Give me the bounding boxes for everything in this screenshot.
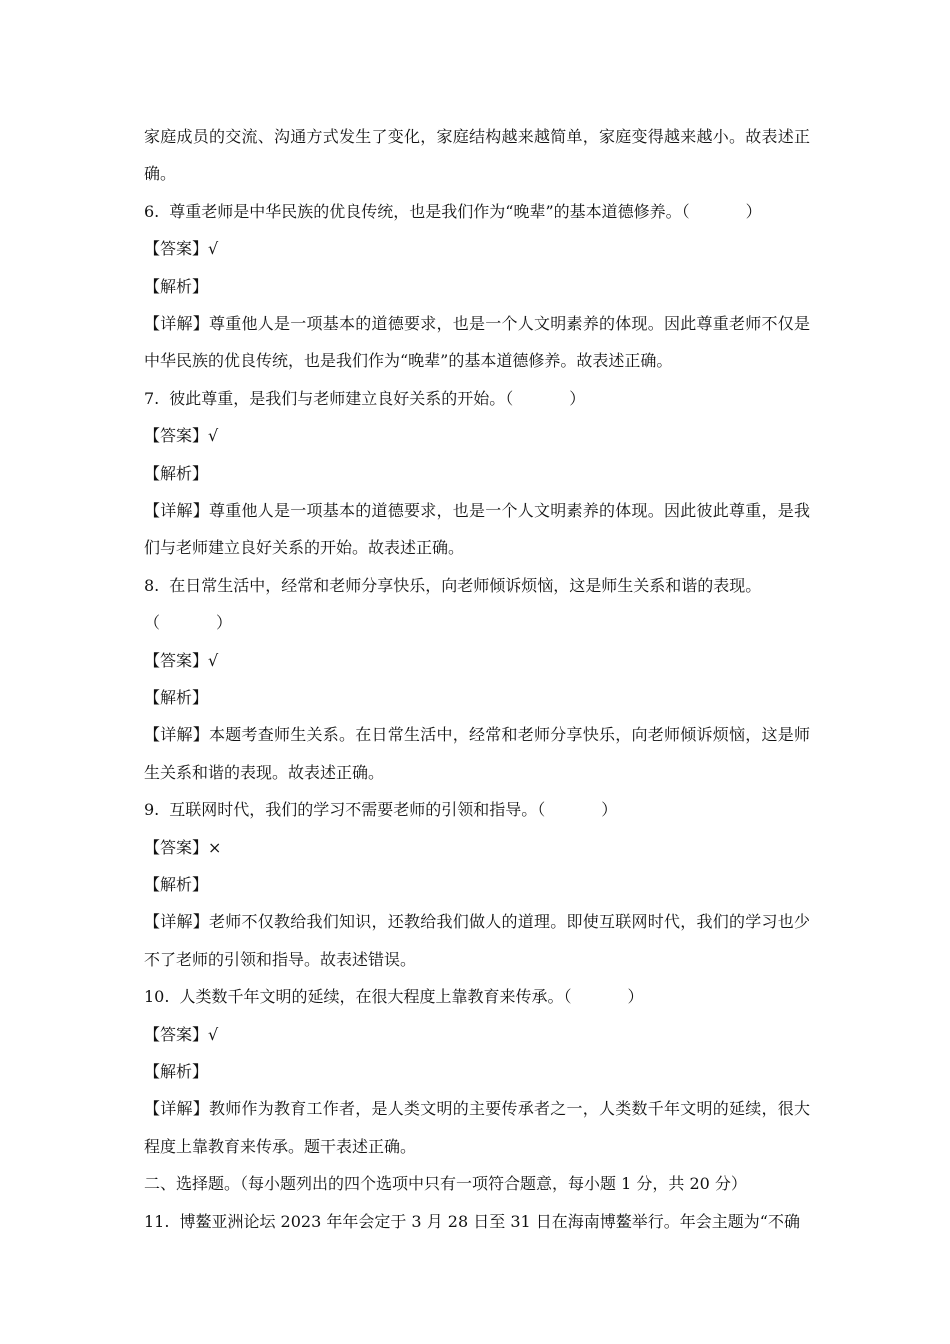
analysis-label: 【解析】 <box>144 276 209 296</box>
analysis-label: 【解析】 <box>144 1061 209 1081</box>
detail-paragraph <box>144 716 810 791</box>
detail-label: 【详解】 <box>144 1099 209 1119</box>
question-6 <box>144 193 810 230</box>
detail-paragraph <box>144 1090 810 1165</box>
detail-label: 【详解】 <box>144 912 209 932</box>
detail-label: 【详解】 <box>144 500 209 520</box>
document-page <box>144 118 810 1240</box>
answer-line <box>144 230 810 267</box>
answer-label: 【答案】 <box>144 239 209 259</box>
answer-value: √ <box>208 239 219 259</box>
question-number: 8. <box>144 575 160 595</box>
detail-text: 尊重他人是一项基本的道德要求，也是一个人文明素养的体现。因此尊重老师不仅是中华民族的优良传统，也是我们作为“晚辈”的基本道德修养。故表述正确。 <box>144 313 810 371</box>
question-7 <box>144 380 810 417</box>
question-number: 11. <box>144 1211 170 1231</box>
question-close-paren: ） <box>745 201 762 221</box>
answer-label: 【答案】 <box>144 837 209 857</box>
answer-value: × <box>208 837 222 857</box>
answer-label: 【答案】 <box>144 426 209 446</box>
answer-value: √ <box>208 1024 219 1044</box>
question-close-paren: ） <box>627 987 644 1007</box>
detail-label: 【详解】 <box>144 725 209 745</box>
question-number: 10. <box>144 987 170 1007</box>
answer-label: 【答案】 <box>144 1024 209 1044</box>
detail-text: 本题考查师生关系。在日常生活中，经常和老师分享快乐，向老师倾诉烦恼，这是师生关系和谐的表现。故表述正确。 <box>144 725 810 782</box>
detail-paragraph <box>144 492 810 567</box>
question-close-paren: ） <box>216 613 233 633</box>
detail-paragraph <box>144 305 810 380</box>
question-close-paren: ） <box>569 388 586 408</box>
answer-line <box>144 1016 810 1053</box>
question-text: 尊重老师是中华民族的优良传统，也是我们作为“晚辈”的基本道德修养。（ <box>169 201 690 221</box>
question-number: 7. <box>144 388 160 408</box>
question-text: 互联网时代，我们的学习不需要老师的引领和指导。（ <box>169 800 546 820</box>
answer-line <box>144 417 810 454</box>
question-10 <box>144 978 810 1015</box>
question-open-paren: （ <box>144 613 161 633</box>
analysis-label: 【解析】 <box>144 463 209 483</box>
question-text: 博鳌亚洲论坛 2023 年年会定于 3 月 28 日至 31 日在海南博鳌举行。年会主题为“不确 <box>179 1211 800 1231</box>
question-9 <box>144 791 810 828</box>
detail-label: 【详解】 <box>144 313 209 333</box>
answer-line <box>144 642 810 679</box>
question-8 <box>144 567 810 604</box>
analysis-label: 【解析】 <box>144 687 209 707</box>
intro-paragraph: 家庭成员的交流、沟通方式发生了变化，家庭结构越来越简单，家庭变得越来越小。故表述正确。 <box>144 127 810 184</box>
question-text: 彼此尊重，是我们与老师建立良好关系的开始。（ <box>169 388 514 408</box>
question-close-paren: ） <box>601 800 618 820</box>
detail-text: 教师作为教育工作者，是人类文明的主要传承者之一，人类数千年文明的延续，很大程度上靠教育来传承。题干表述正确。 <box>144 1099 810 1156</box>
answer-line <box>144 829 810 866</box>
question-number: 9. <box>144 800 160 820</box>
detail-text: 尊重他人是一项基本的道德要求，也是一个人文明素养的体现。因此彼此尊重，是我们与老师建立良好关系的开始。故表述正确。 <box>144 500 810 558</box>
section-2-title: 二、选择题。（每小题列出的四个选项中只有一项符合题意，每小题 1 分，共 20 分） <box>144 1174 747 1194</box>
answer-label: 【答案】 <box>144 650 209 670</box>
question-text: 在日常生活中，经常和老师分享快乐，向老师倾诉烦恼，这是师生关系和谐的表现。 <box>169 575 762 595</box>
detail-paragraph <box>144 903 810 978</box>
answer-value: √ <box>208 650 219 670</box>
question-11 <box>144 1203 810 1240</box>
question-text: 人类数千年文明的延续，在很大程度上靠教育来传承。（ <box>179 987 572 1007</box>
answer-value: √ <box>208 426 219 446</box>
analysis-label: 【解析】 <box>144 874 209 894</box>
question-8-paren-line <box>144 604 810 641</box>
question-number: 6. <box>144 201 160 221</box>
detail-text: 老师不仅教给我们知识，还教给我们做人的道理。即使互联网时代，我们的学习也少不了老师的引领和指导。故表述错误。 <box>144 912 810 969</box>
